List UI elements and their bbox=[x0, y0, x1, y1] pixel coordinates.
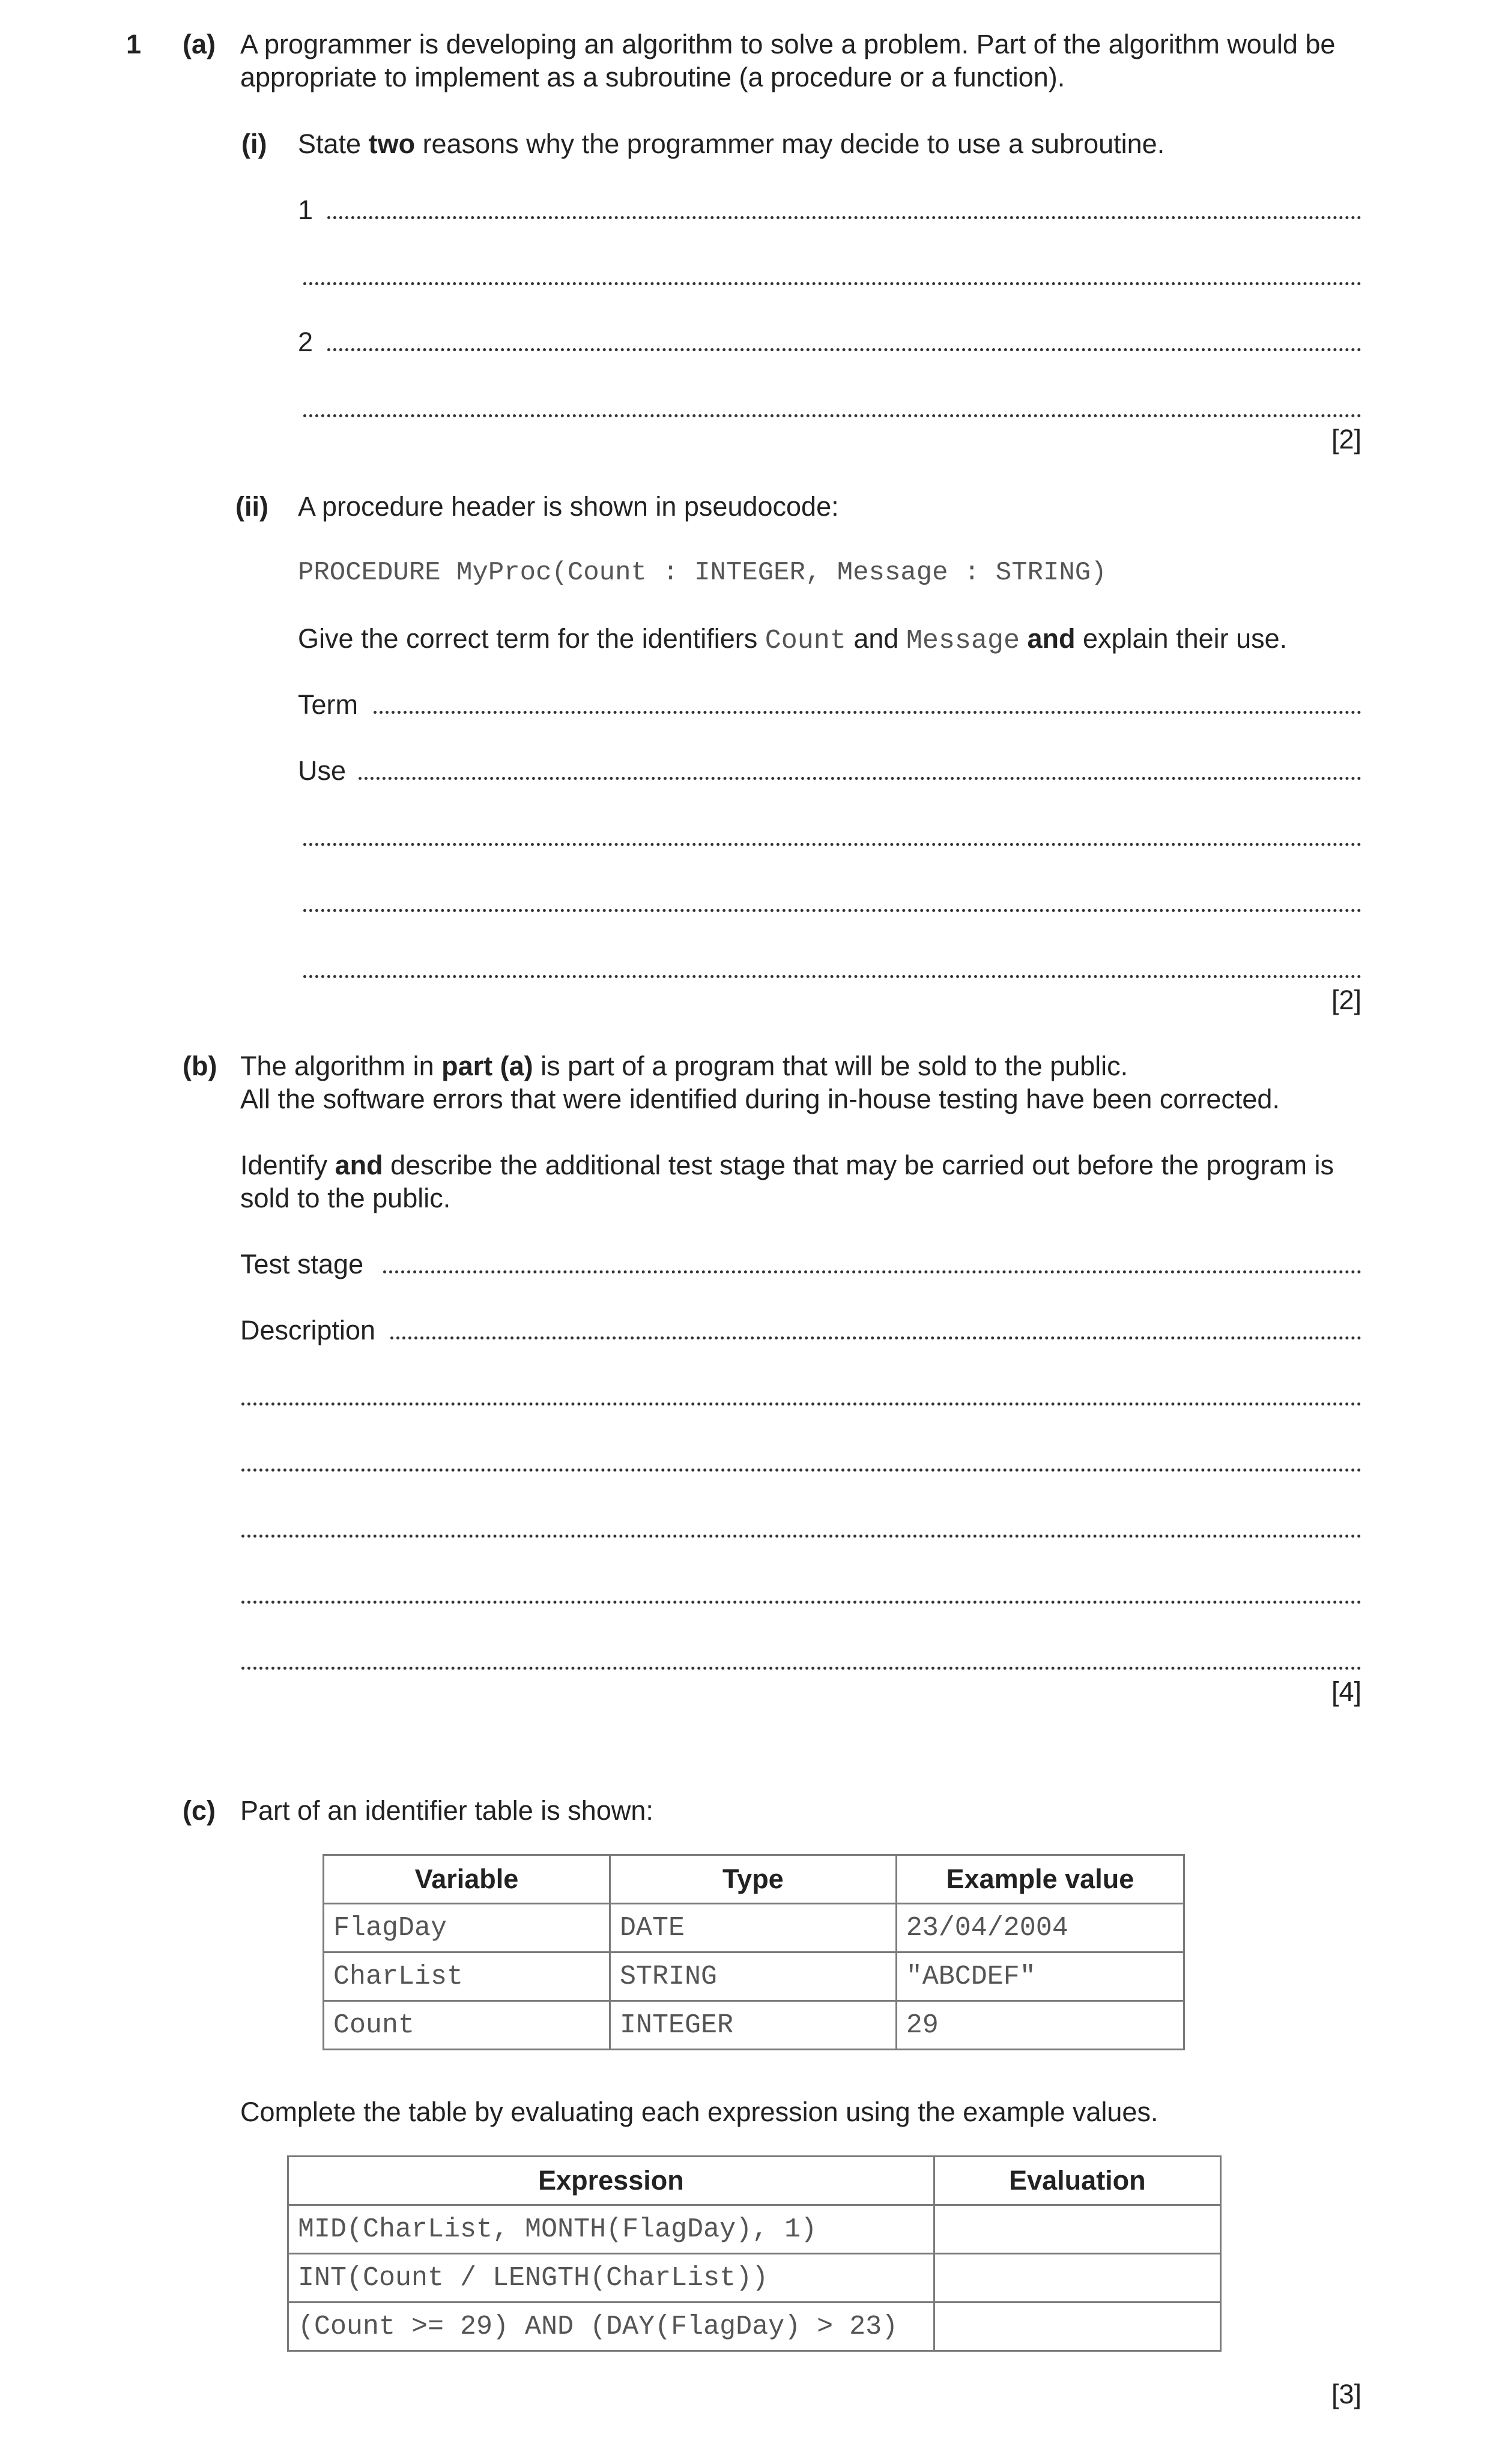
part-a-i-label: (i) bbox=[241, 128, 267, 159]
example-value-cell: 23/04/2004 bbox=[896, 1904, 1184, 1952]
identifier-table-header: Example value bbox=[896, 1855, 1184, 1904]
variable-cell: FlagDay bbox=[324, 1904, 610, 1952]
mark-c: [3] bbox=[1331, 2379, 1361, 2409]
use-answer-line-1[interactable] bbox=[359, 777, 1361, 780]
part-a-intro-line2: appropriate to implement as a subroutine (a procedure or a function). bbox=[240, 62, 1065, 92]
identifier-table-header-row bbox=[324, 1855, 1184, 1904]
variable-cell: Count bbox=[324, 2001, 610, 2050]
table-row bbox=[288, 2302, 1221, 2351]
pseudocode-header: PROCEDURE MyProc(Count : INTEGER, Message : STRING) bbox=[298, 558, 1107, 588]
mark-a-ii: [2] bbox=[1331, 985, 1361, 1015]
mark-a-i: [2] bbox=[1331, 424, 1361, 454]
test-stage-label: Test stage bbox=[240, 1249, 364, 1279]
term-label: Term bbox=[298, 689, 358, 720]
answer-2-line-a[interactable] bbox=[327, 348, 1361, 351]
description-label: Description bbox=[240, 1315, 376, 1345]
type-cell: DATE bbox=[610, 1904, 896, 1952]
use-answer-line-3[interactable] bbox=[303, 909, 1361, 912]
description-answer-line-3[interactable] bbox=[241, 1469, 1361, 1472]
expression-cell: MID(CharList, MONTH(FlagDay), 1) bbox=[288, 2205, 934, 2254]
question-number: 1 bbox=[126, 29, 142, 59]
use-answer-line-4[interactable] bbox=[303, 975, 1361, 978]
part-c-intro: Part of an identifier table is shown: bbox=[240, 1795, 653, 1826]
example-value-cell: "ABCDEF" bbox=[896, 1952, 1184, 2001]
table-row bbox=[288, 2205, 1221, 2254]
part-a-ii-prompt: Give the correct term for the identifiers Count and Message and explain their use. bbox=[298, 623, 1288, 656]
use-label: Use bbox=[298, 755, 347, 786]
part-c-instruction: Complete the table by evaluating each expression using the example values. bbox=[240, 2097, 1158, 2127]
part-a-ii-intro: A procedure header is shown in pseudocode: bbox=[298, 491, 839, 522]
answer-2-line-b[interactable] bbox=[303, 414, 1361, 417]
answer-1-line-b[interactable] bbox=[303, 282, 1361, 285]
table-row bbox=[324, 1904, 1184, 1952]
expression-table-header-row bbox=[288, 2157, 1221, 2205]
part-a-intro-line1: A programmer is developing an algorithm to solve a problem. Part of the algorithm would be bbox=[240, 29, 1336, 59]
identifier-table-header: Type bbox=[610, 1855, 896, 1904]
table-row bbox=[288, 2254, 1221, 2302]
answer-1-label: 1 bbox=[298, 195, 313, 225]
description-answer-line-6[interactable] bbox=[241, 1667, 1361, 1670]
part-a-label: (a) bbox=[183, 29, 216, 59]
evaluation-answer-cell[interactable] bbox=[934, 2302, 1220, 2351]
part-b-line1: The algorithm in part (a) is part of a program that will be sold to the public. bbox=[240, 1051, 1128, 1081]
evaluation-answer-cell[interactable] bbox=[934, 2254, 1220, 2302]
mark-b: [4] bbox=[1331, 1676, 1361, 1707]
identifier-table bbox=[323, 1854, 1185, 2050]
part-a-ii-label: (ii) bbox=[235, 491, 268, 522]
description-answer-line-1[interactable] bbox=[390, 1336, 1361, 1339]
description-answer-line-4[interactable] bbox=[241, 1535, 1361, 1538]
description-answer-line-5[interactable] bbox=[241, 1601, 1361, 1604]
use-answer-line-2[interactable] bbox=[303, 843, 1361, 846]
part-b-prompt2: sold to the public. bbox=[240, 1183, 451, 1213]
variable-cell: CharList bbox=[324, 1952, 610, 2001]
part-a-i-prompt: State two reasons why the programmer may decide to use a subroutine. bbox=[298, 128, 1165, 159]
example-value-cell: 29 bbox=[896, 2001, 1184, 2050]
evaluation-answer-cell[interactable] bbox=[934, 2205, 1220, 2254]
expression-table-header: Evaluation bbox=[934, 2157, 1220, 2205]
part-b-label: (b) bbox=[183, 1051, 217, 1081]
answer-2-label: 2 bbox=[298, 327, 313, 357]
table-row bbox=[324, 2001, 1184, 2050]
identifier-table-header: Variable bbox=[324, 1855, 610, 1904]
expression-table-header: Expression bbox=[288, 2157, 934, 2205]
part-c-label: (c) bbox=[183, 1795, 216, 1826]
expression-table bbox=[287, 2155, 1222, 2352]
expression-cell: (Count >= 29) AND (DAY(FlagDay) > 23) bbox=[288, 2302, 934, 2351]
part-b-line2: All the software errors that were identified during in-house testing have been corrected. bbox=[240, 1084, 1280, 1114]
answer-1-line-a[interactable] bbox=[327, 216, 1361, 219]
test-stage-answer-line[interactable] bbox=[383, 1270, 1361, 1273]
type-cell: INTEGER bbox=[610, 2001, 896, 2050]
description-answer-line-2[interactable] bbox=[241, 1403, 1361, 1406]
expression-cell: INT(Count / LENGTH(CharList)) bbox=[288, 2254, 934, 2302]
term-answer-line[interactable] bbox=[374, 711, 1361, 714]
type-cell: STRING bbox=[610, 1952, 896, 2001]
table-row bbox=[324, 1952, 1184, 2001]
part-b-prompt1: Identify and describe the additional test stage that may be carried out before the program is bbox=[240, 1150, 1334, 1180]
